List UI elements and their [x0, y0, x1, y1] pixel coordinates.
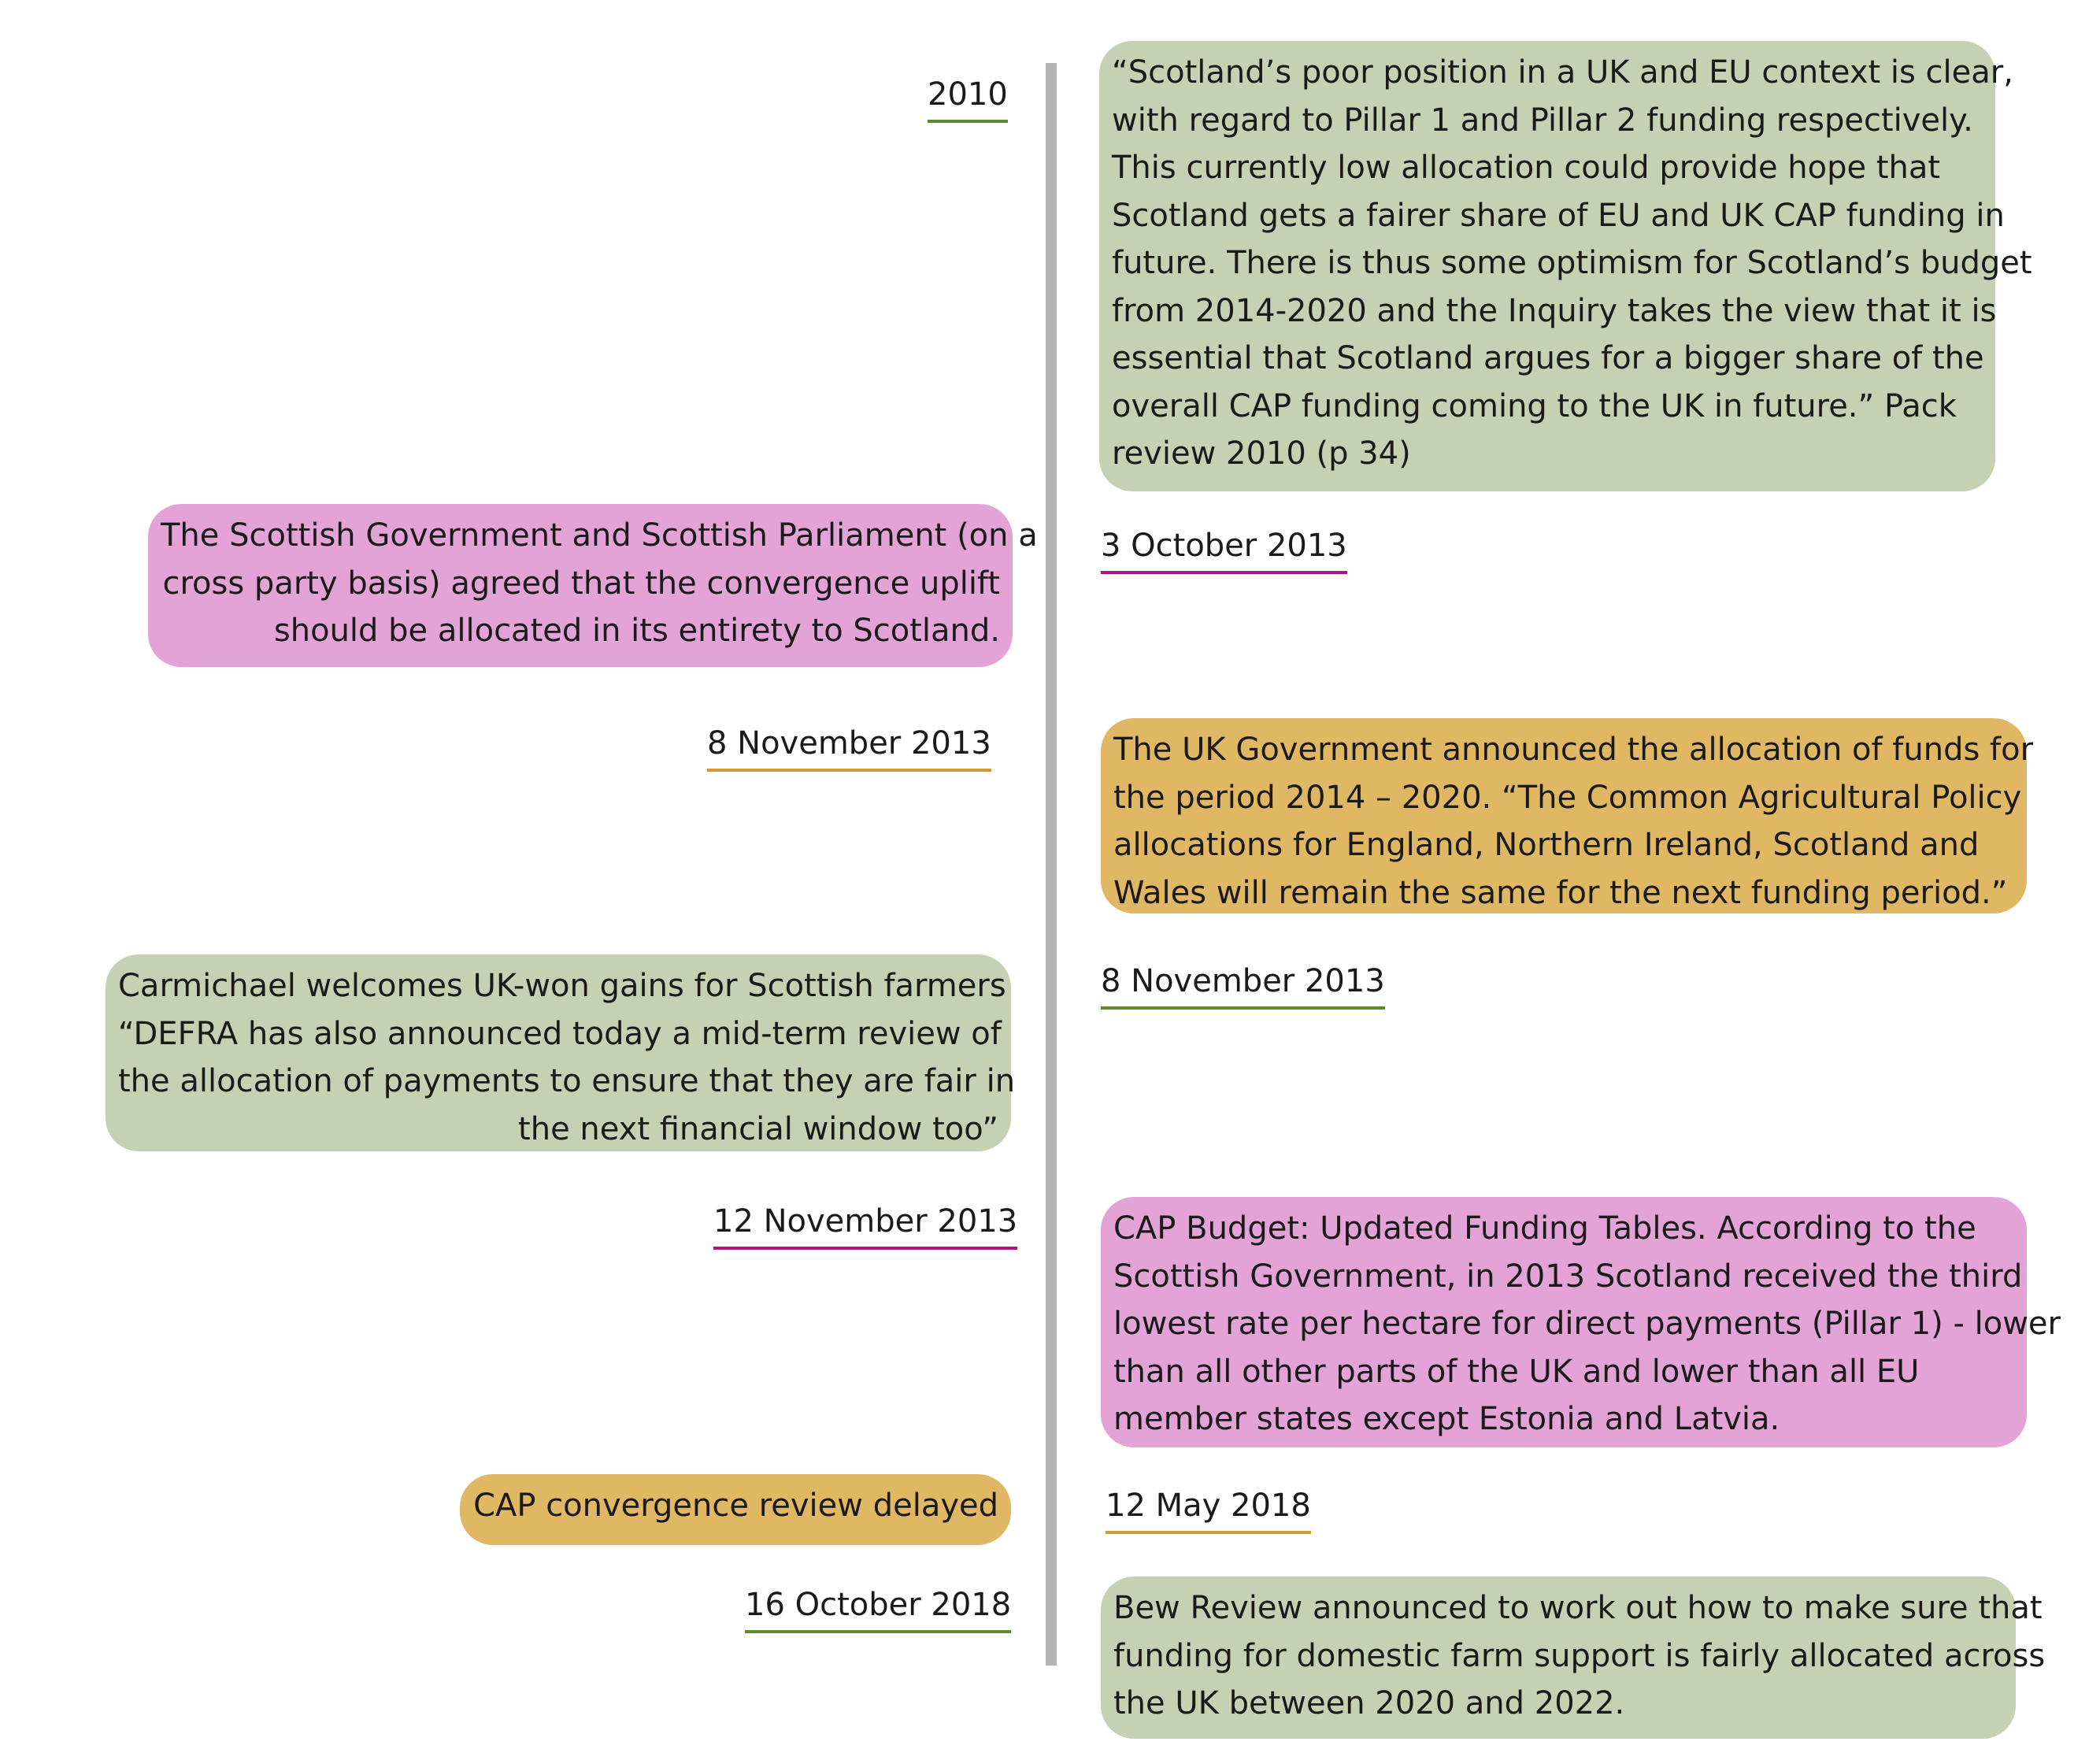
event-text-line: CAP convergence review delayed: [473, 1488, 998, 1524]
event-box: [1101, 1197, 2061, 1447]
event-text-line: the next financial window too”: [518, 1110, 998, 1147]
event-text-line: cross party basis) agreed that the convergence uplift: [162, 565, 1000, 602]
event-text-line: the UK between 2020 and 2022.: [1113, 1685, 1625, 1721]
event-text-line: This currently low allocation could provide hope that: [1112, 150, 1941, 186]
event-date: 16 October 2018: [745, 1584, 1011, 1633]
event-text-line: member states except Estonia and Latvia.: [1113, 1401, 1780, 1437]
event-box: [148, 504, 1038, 667]
event-date: 8 November 2013: [707, 723, 991, 772]
event-text-line: allocations for England, Northern Ireland, Scotland and: [1113, 827, 1980, 863]
event-text-line: with regard to Pillar 1 and Pillar 2 funding respectively.: [1112, 102, 1973, 139]
event-text-line: future. There is thus some optimism for Scotland’s budget: [1112, 245, 2032, 281]
event-box: [106, 954, 1016, 1151]
event-date: 3 October 2013: [1101, 525, 1347, 574]
event-text-line: Wales will remain the same for the next funding period.”: [1113, 874, 2008, 911]
event-text-line: Carmichael welcomes UK-won gains for Scottish farmers: [118, 968, 1006, 1004]
event-box: [460, 1474, 1011, 1545]
event-text-line: review 2010 (p 34): [1112, 435, 1411, 472]
event-text-line: Scottish Government, in 2013 Scotland received the third: [1113, 1258, 2023, 1295]
event-date: 12 November 2013: [713, 1201, 1017, 1250]
event-text-line: essential that Scotland argues for a bigger share of the: [1112, 340, 1984, 376]
event-box: [1099, 41, 2032, 491]
event-date: 2010: [928, 74, 1008, 123]
event-date: 8 November 2013: [1101, 961, 1385, 1010]
event-text-line: “DEFRA has also announced today a mid-term review of: [118, 1015, 1002, 1052]
event-text-line: lowest rate per hectare for direct payments (Pillar 1) - lower: [1113, 1306, 2061, 1342]
event-text-line: overall CAP funding coming to the UK in future.” Pack: [1112, 387, 1957, 424]
event-text-line: CAP Budget: Updated Funding Tables. According to the: [1113, 1210, 1976, 1247]
event-text-line: Scotland gets a fairer share of EU and UK CAP funding in: [1112, 197, 2005, 234]
event-date: 12 May 2018: [1106, 1485, 1311, 1534]
event-text-line: “Scotland’s poor position in a UK and EU context is clear,: [1112, 54, 2013, 91]
event-text-line: should be allocated in its entirety to Scotland.: [273, 613, 1000, 649]
event-text-line: the period 2014 – 2020. “The Common Agricultural Policy: [1113, 779, 2022, 816]
event-text-line: than all other parts of the UK and lower than all EU: [1113, 1353, 1920, 1390]
event-text-line: The UK Government announced the allocation of funds for: [1113, 732, 2034, 768]
event-text-line: the allocation of payments to ensure that they are fair in: [118, 1063, 1016, 1099]
event-text-line: The Scottish Government and Scottish Parliament (on a: [161, 517, 1038, 554]
event-box: [1101, 718, 2034, 913]
event-text-line: from 2014-2020 and the Inquiry takes the view that it is: [1112, 292, 1997, 329]
event-text-line: Bew Review announced to work out how to make sure that: [1113, 1590, 2043, 1626]
timeline-axis: [1046, 63, 1057, 1666]
event-text-line: funding for domestic farm support is fairly allocated across: [1113, 1637, 2046, 1674]
event-box: [1101, 1577, 2046, 1739]
